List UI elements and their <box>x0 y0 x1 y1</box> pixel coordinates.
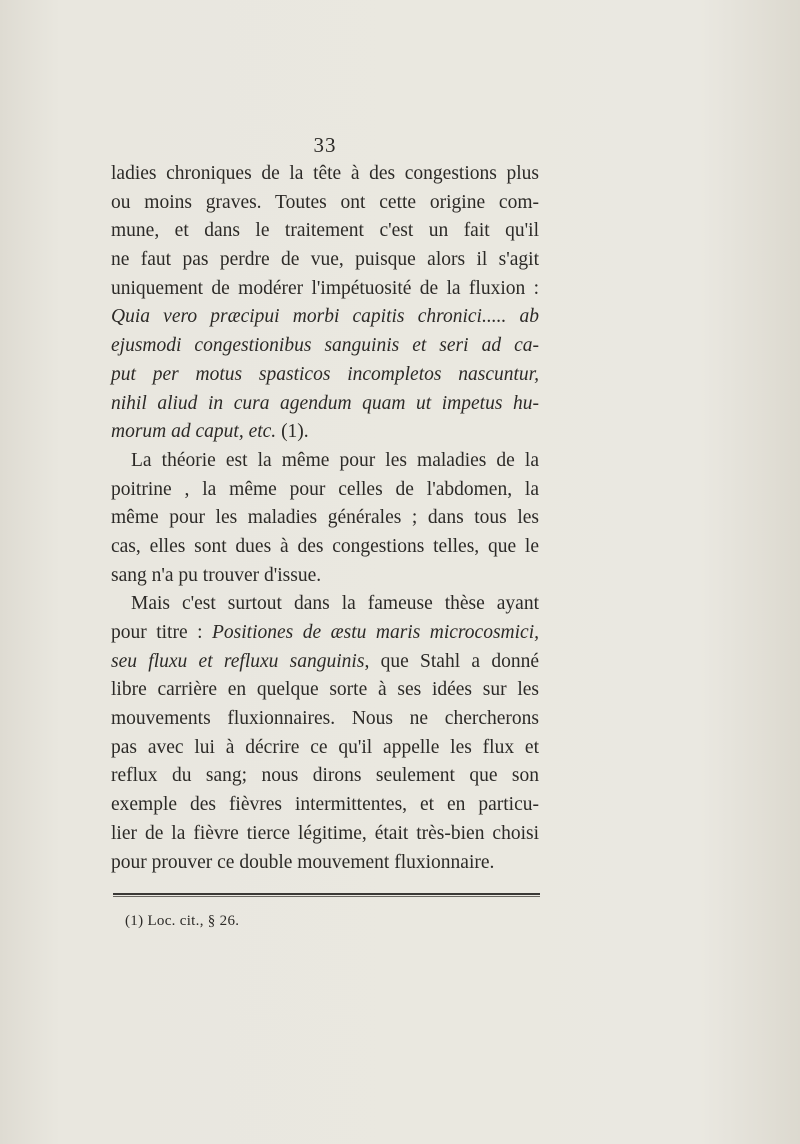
text-line <box>111 447 539 476</box>
text-line <box>111 820 539 849</box>
text-line <box>111 160 539 189</box>
footnote: (1) Loc. cit., § 26. <box>125 913 240 929</box>
footnote-rule <box>113 893 540 895</box>
text-line <box>111 275 539 304</box>
page-number: 33 <box>313 133 337 157</box>
text-line <box>111 390 539 419</box>
text-segment: ne faut pas perdre de vue, puisque alors il s'agit <box>111 249 539 271</box>
text-line <box>111 734 539 763</box>
text-segment: uniquement de modérer l'impétuosité de la fluxion : <box>111 277 539 299</box>
text-segment: mouvements fluxionnaires. Nous ne chercherons <box>111 708 539 730</box>
italic-segment: ejusmodi congestionibus sanguinis et seri ad ca- <box>111 335 539 357</box>
italic-segment: nihil aliud in cura agendum quam ut impetus hu- <box>111 392 539 414</box>
text-line <box>111 246 539 275</box>
text-segment: (1). <box>276 421 309 443</box>
italic-segment: seu fluxu et refluxu sanguinis <box>111 650 365 672</box>
text-line <box>111 562 539 591</box>
text-line <box>111 590 539 619</box>
text-line <box>111 533 539 562</box>
text-segment: exemple des fièvres intermittentes, et en particu- <box>111 794 539 816</box>
text-segment: sang n'a pu trouver d'issue. <box>111 564 322 586</box>
text-line <box>111 303 539 332</box>
text-segment: même pour les maladies générales ; dans tous les <box>111 507 539 529</box>
text-line <box>111 217 539 246</box>
text-segment: lier de la fièvre tierce légitime, était très-bien choisi <box>111 822 539 844</box>
italic-segment: Quia vero præcipui morbi capitis chronici..... ab <box>111 306 539 328</box>
text-line <box>111 418 539 447</box>
text-line <box>111 189 539 218</box>
text-segment: poitrine , la même pour celles de l'abdomen, la <box>111 478 539 500</box>
text-line <box>111 476 539 505</box>
italic-segment: morum ad caput, etc. <box>111 421 277 443</box>
text-line <box>111 332 539 361</box>
text-segment: Mais c'est surtout dans la fameuse thèse ayant <box>131 593 539 615</box>
text-line <box>111 762 539 791</box>
text-segment: pas avec lui à décrire ce qu'il appelle les flux et <box>111 736 539 758</box>
text-line <box>111 791 539 820</box>
text-line <box>111 705 539 734</box>
text-segment: pour prouver ce double mouvement fluxionnaire. <box>111 851 495 873</box>
text-line <box>111 676 539 705</box>
body-text <box>111 160 539 877</box>
text-line <box>111 619 539 648</box>
text-line <box>111 648 539 677</box>
text-segment: pour titre : <box>111 622 213 643</box>
text-line <box>111 361 539 390</box>
text-line <box>111 849 539 878</box>
text-segment: La théorie est la même pour les maladies de la <box>131 449 539 471</box>
text-segment: mune, et dans le traitement c'est un fait qu'il <box>111 220 539 242</box>
text-segment: , que Stahl a donné <box>364 650 539 672</box>
text-segment: ladies chroniques de la tête à des congestions plus <box>111 163 539 184</box>
text-segment: libre carrière en quelque sorte à ses idées sur les <box>111 679 539 701</box>
text-segment: cas, elles sont dues à des congestions telles, que le <box>111 535 539 557</box>
text-line <box>111 504 539 533</box>
italic-segment: Positiones de æstu maris microcosmici, <box>212 622 539 643</box>
footnote-rule-thin <box>113 896 540 897</box>
text-segment: ou moins graves. Toutes ont cette origine com- <box>111 191 539 213</box>
italic-segment: put per motus spasticos incompletos nascuntur, <box>111 363 539 385</box>
text-segment: reflux du sang; nous dirons seulement que son <box>111 765 539 787</box>
